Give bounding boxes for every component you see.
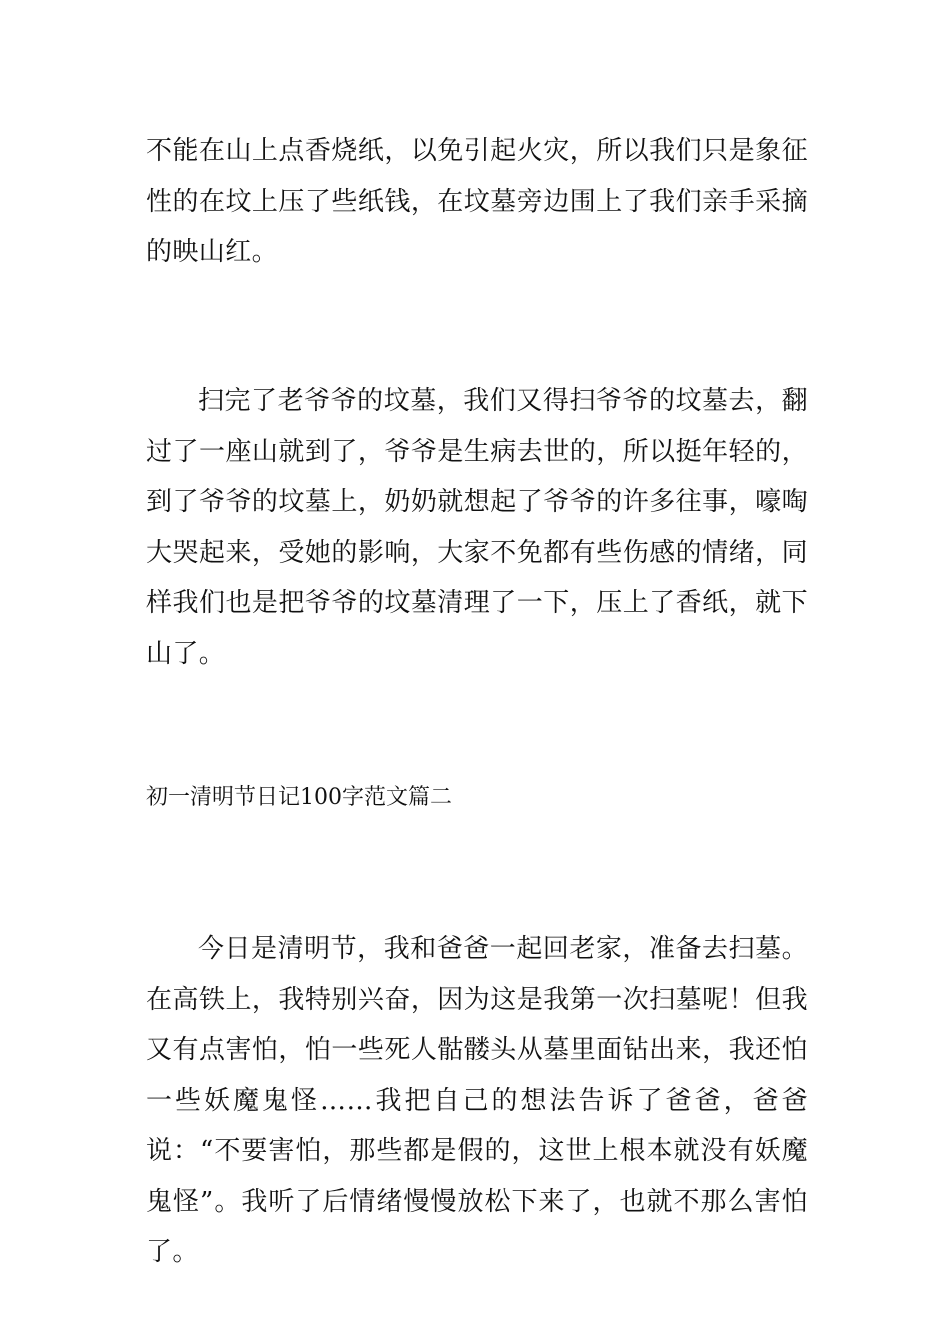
paragraph-continuation: 不能在山上点香烧纸，以免引起火灾，所以我们只是象征性的在坟上压了些纸钱，在坟墓旁边围上了我们亲手采摘的映山红。: [146, 136, 808, 267]
section-heading: 初一清明节日记100字范文篇二: [146, 785, 452, 810]
paragraph-grandfather-grave: 扫完了老爷爷的坟墓，我们又得扫爷爷的坟墓去，翻过了一座山就到了，爷爷是生病去世的，所以挺年轻的，到了爷爷的坟墓上，奶奶就想起了爷爷的许多往事，嚎啕大哭起来，受她的影响，大家不免都有些伤感的情绪，同样我们也是把爷爷的坟墓清理了一下，压上了香纸，就下山了。: [146, 386, 808, 669]
paragraph-diary-entry: 今日是清明节，我和爸爸一起回老家，准备去扫墓。在高铁上，我特别兴奋，因为这是我第一次扫墓呢！但我又有点害怕，怕一些死人骷髅头从墓里面钻出来，我还怕一些妖魔鬼怪……我把自己的想法告诉了爸爸，爸爸说：“不要害怕，那些都是假的，这世上根本就没有妖魔鬼怪”。我听了后情绪慢慢放松下来了，也就不那么害怕了。: [146, 934, 808, 1267]
